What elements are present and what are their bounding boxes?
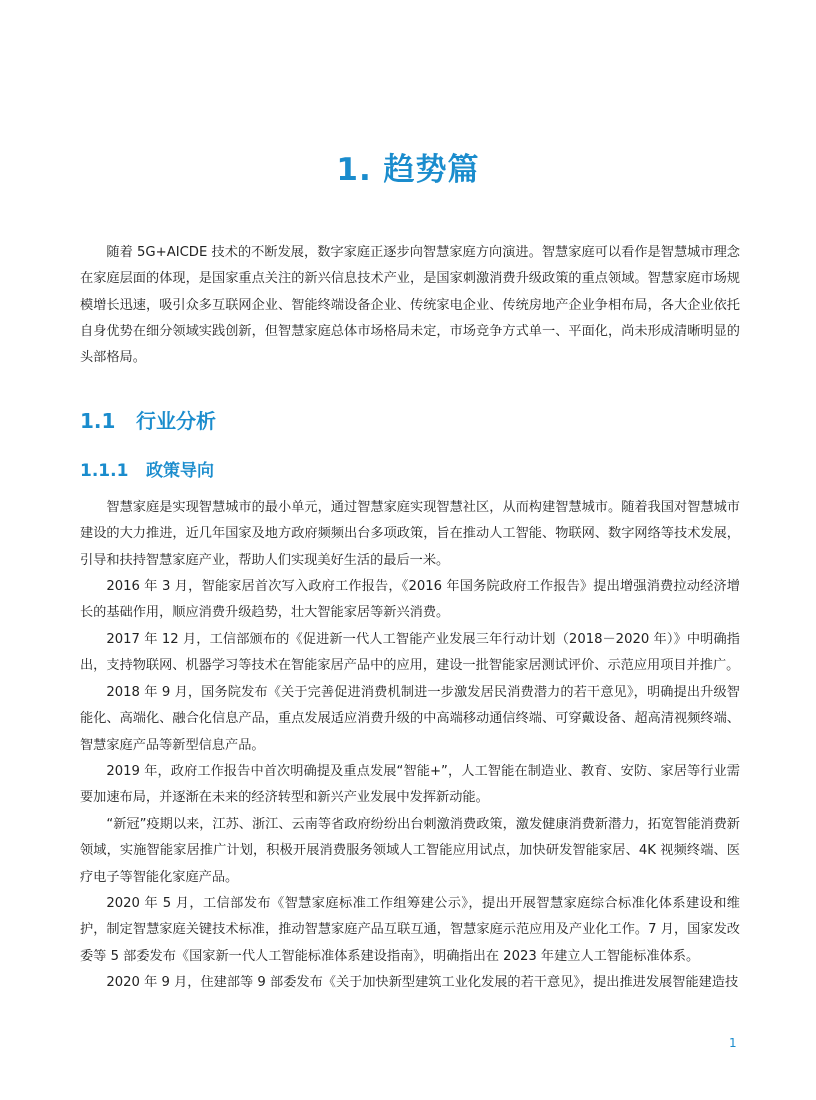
section-number: 1.1 [80,409,116,433]
section-heading [80,405,216,434]
body-paragraph: “新冠”疫期以来，江苏、浙江、云南等省政府纷纷出台刺激消费政策，激发健康消费新潜力，拓宽智能消费新领域，实施智能家居推广计划，积极开展消费服务领域人工智能应用试点，加快研发智能家居、4K 视频终端、医疗电子等智能化家庭产品。 [80,817,740,885]
body-paragraph: 2017 年 12 月，工信部颁布的《促进新一代人工智能产业发展三年行动计划（2018－2020 年）》中明确指出，支持物联网、机器学习等技术在智能家居产品中的应用，建设一批智能家居测试评价、示范应用项目并推广。 [80,632,740,674]
body-paragraph: 2020 年 9 月，住建部等 9 部委发布《关于加快新型建筑工业化发展的若干意见》，提出推进发展智能建造技 [106,975,739,990]
subsection-title: 政策导向 [146,461,214,481]
body-paragraph: 2018 年 9 月，国务院发布《关于完善促进消费机制进一步激发居民消费潜力的若干意见》，明确提出升级智能化、高端化、融合化信息产品，重点发展适应消费升级的中高端移动通信终端、可穿戴设备、超高清视频终端、智慧家庭产品等新型信息产品。 [80,685,740,753]
body-paragraph: 智慧家庭是实现智慧城市的最小单元，通过智慧家庭实现智慧社区，从而构建智慧城市。随着我国对智慧城市建设的大力推进，近几年国家及地方政府频频出台多项政策，旨在推动人工智能、物联网、数字网络等技术发展，引导和扶持智慧家庭产业，帮助人们实现美好生活的最后一米。 [80,500,740,568]
body-paragraph: 2016 年 3 月，智能家居首次写入政府工作报告，《2016 年国务院政府工作报告》提出增强消费拉动经济增长的基础作用，顺应消费升级趋势，壮大智能家居等新兴消费。 [80,579,740,621]
section-title: 行业分析 [136,409,216,433]
intro-paragraph: 随着 5G+AICDE 技术的不断发展，数字家庭正逐步向智慧家庭方向演进。智慧家庭可以看作是智慧城市理念在家庭层面的体现，是国家重点关注的新兴信息技术产业，是国家刺激消费升级政策的重点领域。智慧家庭市场规模增长迅速，吸引众多互联网企业、智能终端设备企业、传统家电企业、传统房地产企业争相布局，各大企业依托自身优势在细分领域实践创新，但智慧家庭总体市场格局未定，市场竞争方式单一、平面化，尚未形成清晰明显的头部格局。 [80,245,740,366]
subsection-number: 1.1.1 [80,461,129,481]
page-number: 1 [729,1036,737,1050]
chapter-title: 1. 趋势篇 [336,152,480,188]
body-paragraph: 2020 年 5 月，工信部发布《智慧家庭标准工作组筹建公示》，提出开展智慧家庭综合标准化体系建设和维护，制定智慧家庭关键技术标准，推动智慧家庭产品互联互通，智慧家庭示范应用及产业化工作。7 月，国家发改委等 5 部委发布《国家新一代人工智能标准体系建设指南》，明确指出在 2023 年建立人工智能标准体系。 [80,896,740,964]
body-paragraph: 2019 年，政府工作报告中首次明确提及重点发展“智能+”，人工智能在制造业、教育、安防、家居等行业需要加速布局，并逐渐在未来的经济转型和新兴产业发展中发挥新动能。 [80,764,740,806]
subsection-heading [80,456,214,481]
